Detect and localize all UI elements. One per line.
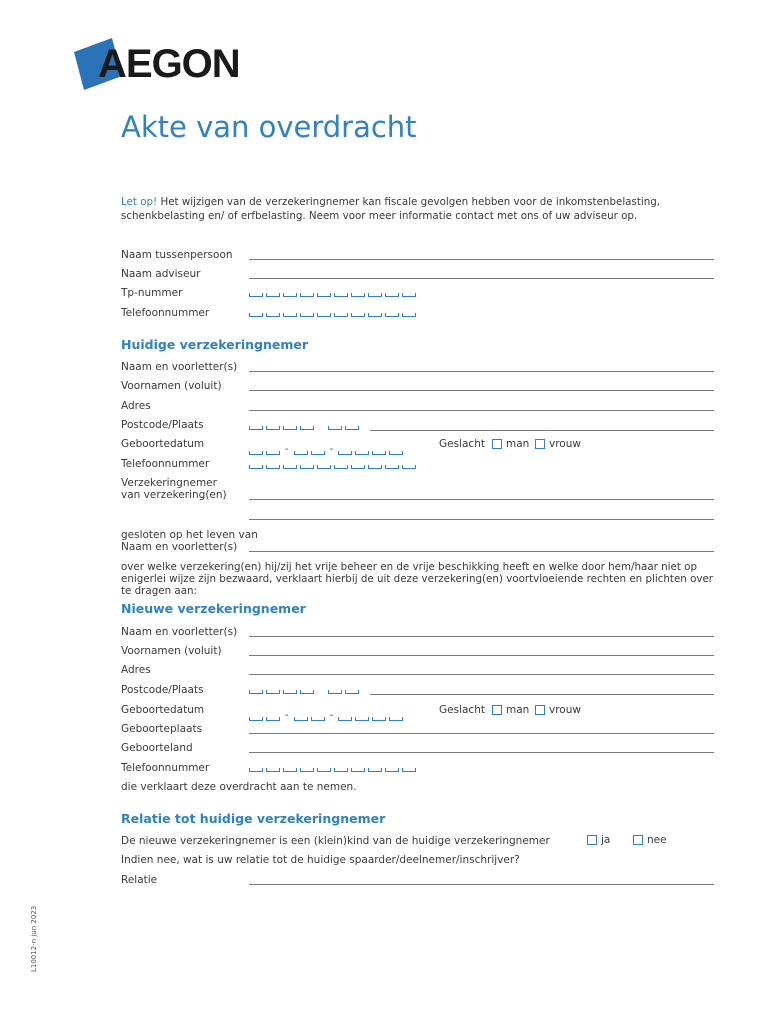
checkbox-label-nee: nee [647, 834, 667, 846]
label-new-naam: Naam en voorletter(s) [121, 626, 238, 638]
field-current-naam[interactable] [249, 371, 714, 372]
checkbox-label-vrouw: vrouw [549, 438, 581, 450]
label-gesloten-2: Naam en voorletter(s) [121, 541, 238, 553]
field-new-voornamen[interactable] [249, 655, 714, 656]
checkbox-square[interactable] [535, 705, 545, 715]
field-verzekering-1[interactable] [249, 499, 714, 500]
label-new-voornamen: Voornamen (voluit) [121, 645, 222, 657]
label-new-geslacht: Geslacht [439, 704, 485, 716]
label-naam-tussenpersoon: Naam tussenpersoon [121, 249, 233, 261]
aegon-logo-wordmark: AEGON [98, 42, 240, 86]
field-current-telefoonnummer[interactable] [249, 465, 416, 469]
intro-text: Het wijzigen van de verzekeringnemer kan fiscale gevolgen hebben voor de inkomstenbelasting, schenkbelasting en/ of erfbelasting. Neem voor meer informatie contact met ons of uw adviseur op. [121, 196, 661, 222]
label-naam-adviseur: Naam adviseur [121, 268, 201, 280]
checkbox-square[interactable] [587, 835, 597, 845]
checkbox-current-vrouw[interactable] [535, 438, 581, 450]
label-tp-nummer: Tp-nummer [121, 287, 183, 299]
checkbox-current-man[interactable] [492, 438, 529, 450]
field-new-geboortedatum[interactable]: - - [249, 711, 403, 721]
label-new-telefoonnummer: Telefoonnummer [121, 762, 210, 774]
label-new-geboorteplaats: Geboorteplaats [121, 723, 203, 735]
field-new-geboorteland[interactable] [249, 752, 714, 753]
checkbox-new-vrouw[interactable] [535, 704, 581, 716]
declaration-text: over welke verzekering(en) hij/zij het vrije beheer en de vrije beschikking heeft en welke door hem/haar niet op enigerlei wijze zijn bezwaard, verklaart hierbij de uit deze verzekering(en) voortvloeiende rechten en plichten over te dragen aan: [121, 561, 714, 597]
checkbox-square[interactable] [492, 439, 502, 449]
checkbox-label-man: man [506, 704, 530, 716]
field-new-geboorteplaats[interactable] [249, 733, 714, 734]
heading-relatie: Relatie tot huidige verzekeringnemer [121, 811, 386, 826]
label-relatie: Relatie [121, 874, 158, 886]
field-gesloten-naam[interactable] [249, 551, 714, 552]
relation-question: De nieuwe verzekeringnemer is een (klein)kind van de huidige verzekeringnemer [121, 835, 550, 847]
label-current-geslacht: Geslacht [439, 438, 485, 450]
label-current-geboortedatum: Geboortedatum [121, 438, 205, 450]
label-current-naam: Naam en voorletter(s) [121, 361, 238, 373]
field-naam-tussenpersoon[interactable] [249, 259, 714, 260]
checkbox-nee[interactable] [633, 834, 667, 846]
checkbox-square[interactable] [492, 705, 502, 715]
label-gesloten-1: gesloten op het leven van [121, 529, 258, 541]
field-new-postcode-digits[interactable] [249, 690, 359, 694]
label-current-telefoonnummer: Telefoonnummer [121, 458, 210, 470]
label-current-postcode: Postcode/Plaats [121, 419, 204, 431]
field-current-postcode-digits[interactable] [249, 426, 359, 430]
heading-huidige-verzekeringnemer: Huidige verzekeringnemer [121, 337, 308, 352]
checkbox-ja[interactable] [587, 834, 610, 846]
label-new-postcode: Postcode/Plaats [121, 684, 204, 696]
relation-followup: Indien nee, wat is uw relatie tot de huidige spaarder/deelnemer/inschrijver? [121, 854, 520, 866]
form-code: L10012-n jun 2023 [30, 905, 38, 972]
field-naam-adviseur[interactable] [249, 278, 714, 279]
field-tp-nummer[interactable] [249, 293, 416, 297]
label-current-adres: Adres [121, 400, 151, 412]
field-telefoonnummer-adviseur[interactable] [249, 313, 416, 317]
intro-notice [121, 195, 721, 223]
label-verzekeringnemer-2: van verzekering(en) [121, 489, 227, 501]
label-new-geboortedatum: Geboortedatum [121, 704, 205, 716]
field-new-naam[interactable] [249, 636, 714, 637]
field-current-geboortedatum[interactable]: - - [249, 445, 403, 455]
checkbox-label-man: man [506, 438, 530, 450]
heading-nieuwe-verzekeringnemer: Nieuwe verzekeringnemer [121, 601, 306, 616]
field-current-adres[interactable] [249, 410, 714, 411]
checkbox-square[interactable] [535, 439, 545, 449]
page-title: Akte van overdracht [121, 110, 417, 144]
label-current-voornamen: Voornamen (voluit) [121, 380, 222, 392]
field-new-plaats[interactable] [370, 694, 714, 695]
label-telefoonnummer-adviseur: Telefoonnummer [121, 307, 210, 319]
field-current-plaats[interactable] [370, 430, 714, 431]
aegon-logo [72, 36, 240, 92]
closing-statement: die verklaart deze overdracht aan te nemen. [121, 781, 357, 793]
field-verzekering-2[interactable] [249, 519, 714, 520]
label-new-geboorteland: Geboorteland [121, 742, 193, 754]
checkbox-square[interactable] [633, 835, 643, 845]
label-new-adres: Adres [121, 664, 151, 676]
intro-lead: Let op! [121, 196, 158, 208]
field-current-voornamen[interactable] [249, 390, 714, 391]
checkbox-label-ja: ja [601, 834, 611, 846]
checkbox-label-vrouw: vrouw [549, 704, 581, 716]
field-new-adres[interactable] [249, 674, 714, 675]
field-new-telefoonnummer[interactable] [249, 768, 416, 772]
checkbox-new-man[interactable] [492, 704, 529, 716]
label-verzekeringnemer-1: Verzekeringnemer [121, 477, 217, 489]
field-relatie[interactable] [249, 884, 714, 885]
